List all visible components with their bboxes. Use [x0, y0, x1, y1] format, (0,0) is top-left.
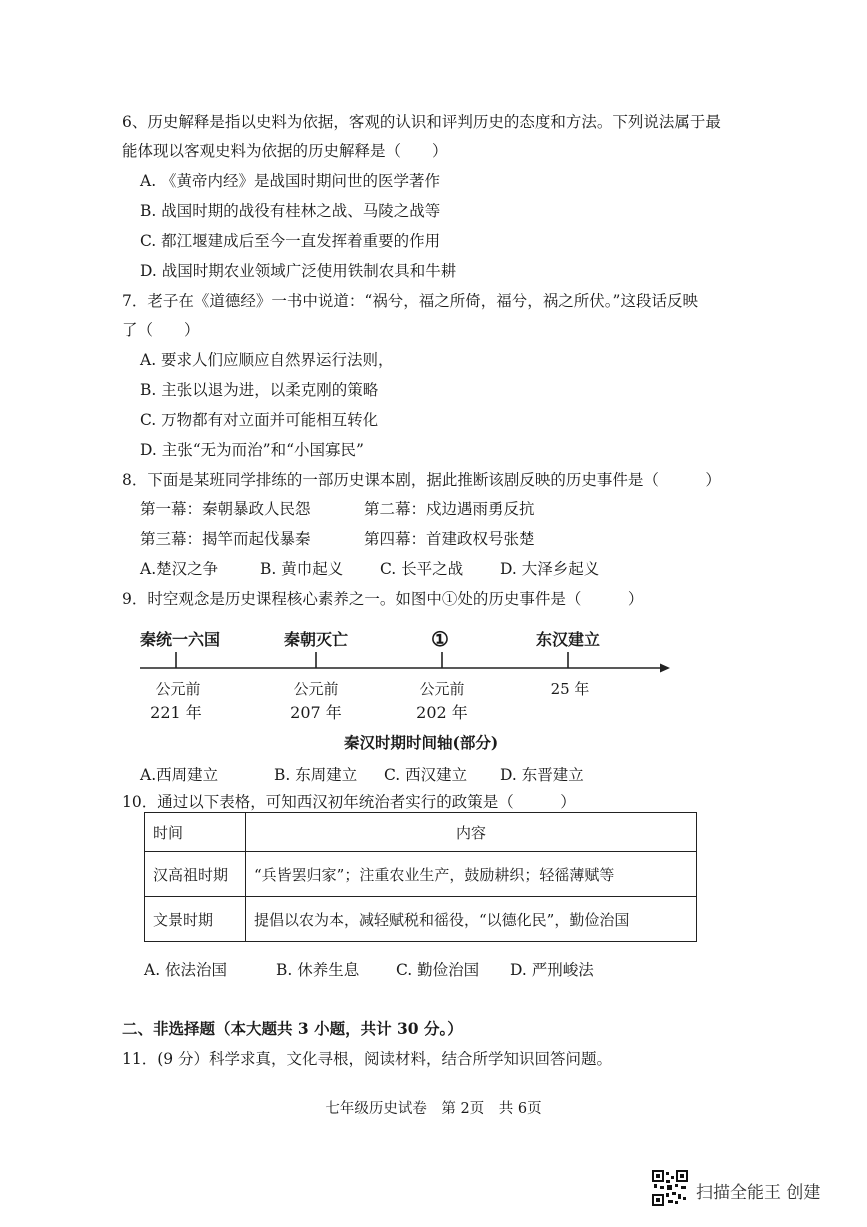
- qr-code-icon: [652, 1170, 688, 1206]
- q6-option-b: B. 战国时期的战役有桂林之战、马陵之战等: [140, 202, 441, 220]
- q6-option-a: A. 《黄帝内经》是战国时期问世的医学著作: [140, 172, 441, 190]
- policy-table: [144, 812, 697, 942]
- timeline-date-1b: 221 年: [150, 703, 202, 722]
- q8-act-2: 第二幕：戍边遇雨勇反抗: [364, 500, 535, 518]
- q10-option-b: B. 休养生息: [276, 961, 360, 979]
- table-header-time: 时间: [145, 813, 246, 852]
- q7-stem-line2: 了（ ）: [122, 321, 200, 339]
- q8-option-c: C. 长平之战: [380, 560, 464, 578]
- q10-option-a: A. 依法治国: [144, 961, 228, 979]
- q7-option-b: B. 主张以退为进，以柔克刚的策略: [140, 381, 379, 399]
- q6-option-d: D. 战国时期农业领域广泛使用铁制农具和牛耕: [140, 262, 457, 280]
- q8-option-a: A.楚汉之争: [140, 560, 219, 578]
- table-cell-content: 提倡以农为本，减轻赋税和徭役，“以德化民”，勤俭治国: [246, 897, 697, 942]
- q8-act-4: 第四幕：首建政权号张楚: [364, 530, 535, 548]
- page-footer: 七年级历史试卷 第 2页 共 6页: [325, 1101, 542, 1117]
- table-cell-period: 汉高祖时期: [145, 852, 246, 897]
- table-header-row: [145, 813, 697, 852]
- q7-option-c: C. 万物都有对立面并可能相互转化: [140, 411, 379, 429]
- q9-stem: 9．时空观念是历史课程核心素养之一。如图中①处的历史事件是（ ）: [122, 590, 644, 608]
- timeline-date-2a: 公元前: [293, 680, 339, 698]
- timeline-caption: 秦汉时期时间轴(部分): [344, 733, 499, 752]
- q10-option-c: C. 勤俭治国: [396, 961, 480, 979]
- timeline-date-3a: 公元前: [419, 680, 465, 698]
- q6-stem-line1: 6、历史解释是指以史料为依据，客观的认识和评判历史的态度和方法。下列说法属于最: [122, 113, 721, 131]
- table-header-content: 内容: [246, 813, 697, 852]
- timeline-event-3: ①: [431, 627, 449, 651]
- section-2-heading: 二、非选择题（本大题共 3 小题，共计 30 分。）: [122, 1019, 463, 1038]
- q7-option-a: A. 要求人们应顺应自然界运行法则，: [140, 351, 394, 369]
- q8-stem: 8．下面是某班同学排练的一部历史课本剧，据此推断该剧反映的历史事件是（ ）: [122, 471, 721, 489]
- q8-act-3: 第三幕：揭竿而起伐暴秦: [140, 530, 311, 548]
- q9-option-b: B. 东周建立: [274, 766, 358, 784]
- timeline-diagram: [0, 620, 867, 730]
- timeline-event-2: 秦朝灭亡: [283, 630, 349, 649]
- timeline-arrow-icon: [660, 664, 670, 673]
- q8-act-1: 第一幕：秦朝暴政人民怨: [140, 500, 311, 518]
- table-row: [145, 897, 697, 942]
- q6-option-c: C. 都江堰建成后至今一直发挥着重要的作用: [140, 232, 441, 250]
- timeline-date-4a: 25 年: [550, 680, 590, 698]
- timeline-date-1a: 公元前: [155, 680, 201, 698]
- q8-option-b: B. 黄巾起义: [260, 560, 344, 578]
- q9-option-a: A.西周建立: [140, 766, 219, 784]
- table-cell-period: 文景时期: [145, 897, 246, 942]
- q7-option-d: D. 主张“无为而治”和“小国寡民”: [140, 441, 364, 459]
- table-row: [145, 852, 697, 897]
- timeline-date-2b: 207 年: [290, 703, 342, 722]
- timeline-date-3b: 202 年: [416, 703, 468, 722]
- q10-stem: 10．通过以下表格，可知西汉初年统治者实行的政策是（ ）: [122, 793, 576, 811]
- scanner-watermark: 扫描全能王 创建: [696, 1183, 821, 1203]
- q11-stem: 11．(9 分）科学求真，文化寻根，阅读材料，结合所学知识回答问题。: [122, 1050, 613, 1068]
- q9-option-d: D. 东晋建立: [500, 766, 584, 784]
- q8-option-d: D. 大泽乡起义: [500, 560, 600, 578]
- table-cell-content: “兵皆罢归家”；注重农业生产，鼓励耕织；轻徭薄赋等: [246, 852, 697, 897]
- q10-option-d: D. 严刑峻法: [510, 961, 594, 979]
- q7-stem-line1: 7．老子在《道德经》一书中说道：“祸兮，福之所倚，福兮，祸之所伏。”这段话反映: [122, 292, 698, 310]
- q9-option-c: C. 西汉建立: [384, 766, 468, 784]
- timeline-event-1: 秦统一六国: [139, 630, 221, 649]
- timeline-event-4: 东汉建立: [535, 630, 601, 649]
- q6-stem-line2: 能体现以客观史料为依据的历史解释是（ ）: [122, 142, 448, 160]
